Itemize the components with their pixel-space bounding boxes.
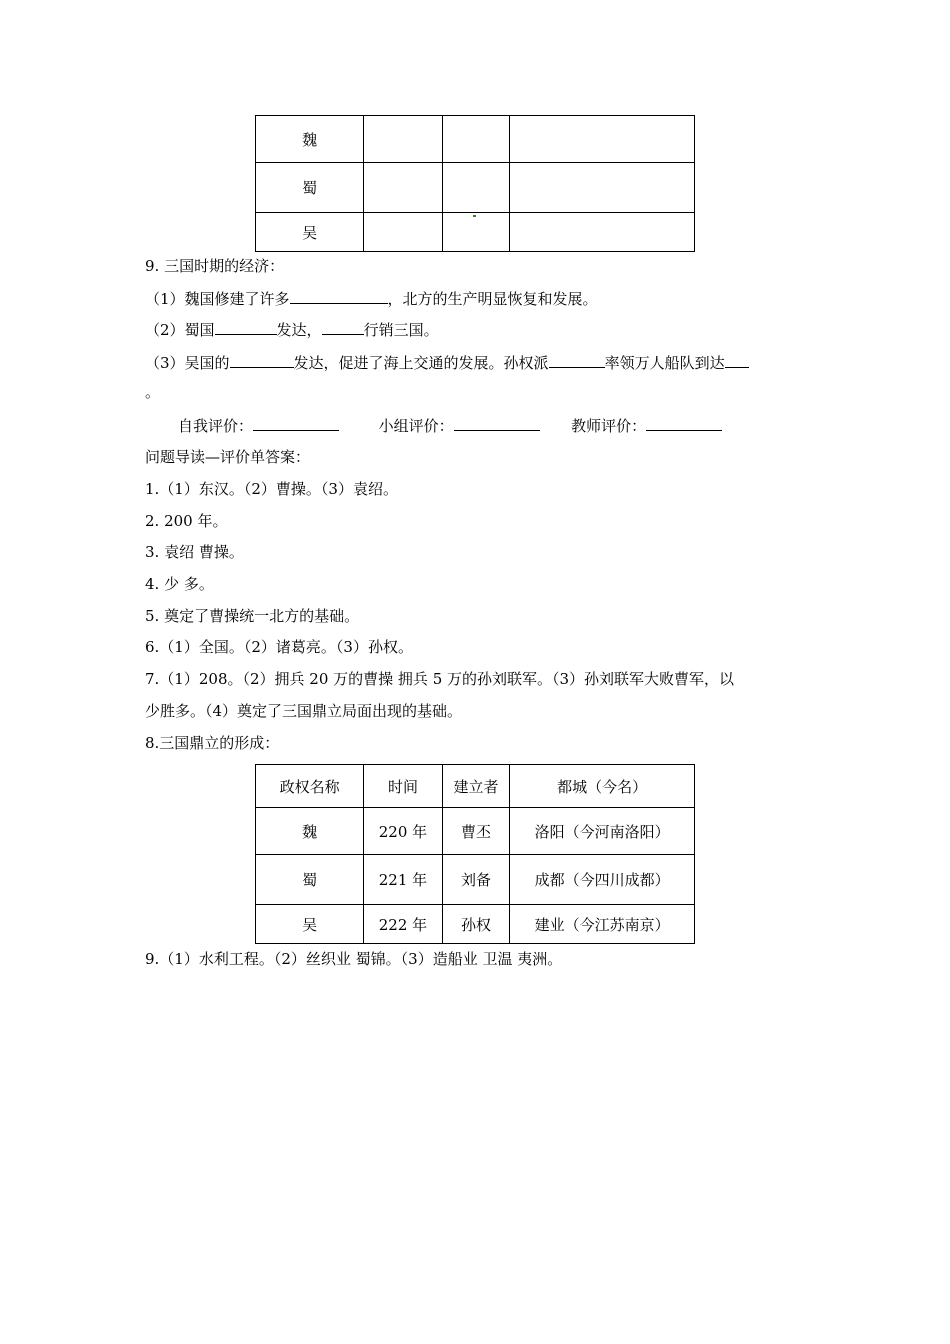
q9-l2-text-b: 发达， [276, 321, 322, 339]
founder-cell [442, 213, 510, 252]
teacher-eval-blank[interactable] [646, 415, 722, 431]
fill-blank[interactable] [290, 288, 388, 304]
table-row [256, 116, 695, 163]
teacher-eval-label: 教师评价： [571, 417, 647, 435]
self-eval-blank[interactable] [253, 415, 339, 431]
stray-mark [473, 215, 476, 217]
time-cell: 221 年 [364, 855, 443, 905]
table-row [256, 163, 695, 213]
capital-cell [510, 163, 695, 213]
regime-name-cell: 蜀 [256, 163, 364, 213]
answer-7-line-1: 7.（1）208。（2）拥兵 20 万的曹操 拥兵 5 万的孙刘联军。（3）孙刘联军大败曹军，以 [145, 670, 735, 688]
capital-cell: 建业（今江苏南京） [510, 905, 695, 944]
answer-2: 2. 200 年。 [145, 512, 228, 530]
regime-name-cell: 吴 [256, 213, 364, 252]
answer-5: 5. 奠定了曹操统一北方的基础。 [145, 607, 360, 625]
q9-l1-text-a: （1）魏国修建了许多 [145, 290, 290, 308]
group-eval-blank[interactable] [454, 415, 540, 431]
evaluation-row [178, 415, 722, 436]
time-cell [364, 163, 442, 213]
q9-l3-text-b: 发达，促进了海上交通的发展。孙权派 [293, 354, 549, 372]
answers-heading: 问题导读—评价单答案： [145, 448, 311, 466]
time-cell: 222 年 [364, 905, 443, 944]
table-row [256, 905, 695, 944]
q9-line-3 [145, 352, 749, 373]
table-row [256, 213, 695, 252]
regime-name-cell: 吴 [256, 905, 364, 944]
header-cell: 都城（今名） [510, 765, 695, 808]
time-cell: 220 年 [364, 808, 443, 855]
q9-l2-text-a: （2）蜀国 [145, 321, 215, 339]
answer-4: 4. 少 多。 [145, 575, 214, 593]
table-row [256, 808, 695, 855]
capital-cell [510, 213, 695, 252]
regime-name-cell: 魏 [256, 808, 364, 855]
fill-blank[interactable] [230, 352, 294, 368]
founder-cell: 曹丕 [442, 808, 510, 855]
q9-line-2 [145, 319, 439, 340]
answer-8: 8.三国鼎立的形成： [145, 734, 280, 752]
answer-3: 3. 袁绍 曹操。 [145, 543, 244, 561]
regime-name-cell: 蜀 [256, 855, 364, 905]
time-cell [364, 213, 442, 252]
capital-cell: 洛阳（今河南洛阳） [510, 808, 695, 855]
fill-blank[interactable] [215, 319, 277, 335]
q9-l3-text-c: 率领万人船队到达 [604, 354, 725, 372]
header-cell: 政权名称 [256, 765, 364, 808]
answer-6: 6.（1）全国。（2）诸葛亮。（3）孙权。 [145, 638, 413, 656]
founder-cell: 刘备 [442, 855, 510, 905]
founder-cell [442, 163, 510, 213]
founder-cell [442, 116, 510, 163]
header-cell: 建立者 [442, 765, 510, 808]
fill-blank[interactable] [725, 352, 749, 368]
answer-9: 9.（1）水利工程。（2）丝织业 蜀锦。（3）造船业 卫温 夷洲。 [145, 950, 563, 968]
q9-l2-text-c: 行销三国。 [363, 321, 439, 339]
self-eval-label: 自我评价： [178, 417, 254, 435]
table-row [256, 855, 695, 905]
q9-l3-text-a: （3）吴国的 [145, 354, 230, 372]
group-eval-label: 小组评价： [378, 417, 454, 435]
header-cell: 时间 [364, 765, 443, 808]
regime-table-blank [255, 115, 695, 252]
regime-name-cell: 魏 [256, 116, 364, 163]
answer-1: 1.（1）东汉。（2）曹操。（3）袁绍。 [145, 480, 398, 498]
answer-7-line-2: 少胜多。（4）奠定了三国鼎立局面出现的基础。 [145, 702, 463, 720]
time-cell [364, 116, 442, 163]
table-header-row [256, 765, 695, 808]
q9-line-3-end: 。 [145, 383, 161, 401]
capital-cell: 成都（今四川成都） [510, 855, 695, 905]
fill-blank[interactable] [322, 319, 364, 335]
founder-cell: 孙权 [442, 905, 510, 944]
regime-table-answers [255, 764, 695, 944]
q9-title: 9. 三国时期的经济： [145, 257, 285, 275]
q9-l1-text-b: ，北方的生产明显恢复和发展。 [387, 290, 598, 308]
q9-line-1 [145, 288, 598, 309]
fill-blank[interactable] [549, 352, 605, 368]
capital-cell [510, 116, 695, 163]
